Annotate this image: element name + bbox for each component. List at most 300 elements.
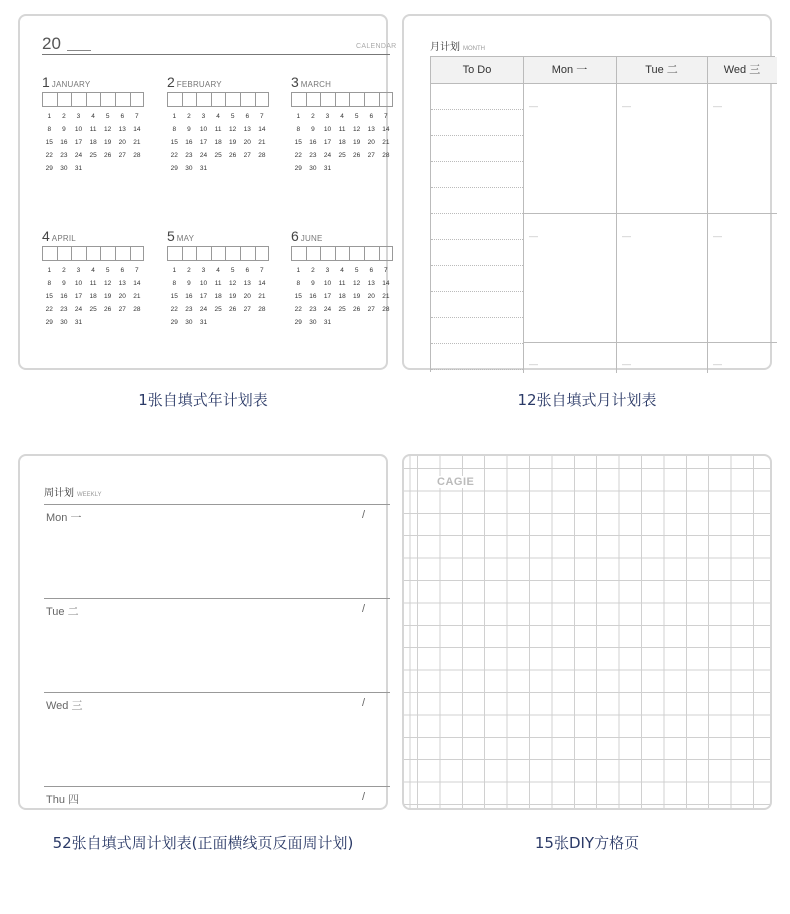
day-number: 15 [45, 139, 53, 146]
day-number: 9 [62, 126, 66, 133]
week-divider [44, 504, 390, 505]
year-blank-line [67, 50, 91, 51]
day-number: 24 [74, 152, 83, 159]
weekday-box [320, 92, 335, 107]
day-number: 18 [338, 293, 346, 300]
day-number: 6 [245, 267, 250, 274]
day-number: 15 [294, 139, 302, 146]
todo-dotted-line [431, 161, 523, 162]
day-number: 14 [382, 126, 390, 133]
day-number: 4 [216, 267, 220, 274]
day-number: 12 [229, 126, 237, 133]
day-number: 17 [323, 293, 332, 300]
day-number: 19 [104, 139, 112, 146]
weekday-box [379, 246, 394, 261]
weekday-box [320, 246, 335, 261]
day-number: 27 [367, 306, 375, 313]
week-row [42, 126, 172, 139]
day-number: 10 [74, 280, 83, 287]
day-number: 7 [384, 267, 388, 274]
week-row [42, 293, 172, 306]
day-number: 15 [294, 293, 302, 300]
day-number: 1 [172, 267, 177, 274]
column-divider [616, 57, 617, 373]
day-number: 23 [60, 306, 68, 313]
week-divider [44, 786, 390, 787]
date-placeholder: — [622, 359, 631, 369]
day-number: 25 [89, 152, 97, 159]
weekday-box [196, 92, 211, 107]
day-number: 29 [294, 319, 302, 326]
day-number: 21 [258, 139, 266, 146]
weekday-box [100, 92, 115, 107]
date-slash: / [362, 603, 366, 615]
day-number: 21 [133, 293, 141, 300]
column-divider [523, 57, 524, 373]
day-number: 22 [170, 152, 178, 159]
day-number: 9 [311, 280, 315, 287]
date-placeholder: — [529, 101, 538, 111]
column-header-mon: Mon 一 [523, 57, 616, 84]
weekday-box [291, 246, 306, 261]
day-number: 13 [243, 126, 251, 133]
day-number: 3 [76, 267, 81, 274]
week-plan-title: 周计划 WEEKLY [44, 488, 102, 499]
day-number: 14 [382, 280, 390, 287]
day-number: 12 [104, 126, 112, 133]
weekday-box [100, 246, 115, 261]
day-number: 1 [172, 113, 177, 120]
day-number: 17 [199, 293, 208, 300]
date-placeholder: — [713, 101, 722, 111]
weekday-box [335, 92, 350, 107]
day-number: 21 [382, 139, 390, 146]
day-number: 31 [323, 165, 332, 172]
day-number: 9 [62, 280, 66, 287]
date-placeholder: — [529, 359, 538, 369]
weekday-box [211, 92, 226, 107]
week-row [167, 152, 297, 165]
day-number: 30 [60, 319, 68, 326]
day-number: 24 [74, 306, 83, 313]
date-slash: / [362, 697, 366, 709]
day-number: 23 [309, 306, 317, 313]
weekday-label-wed: Wed 三 [46, 700, 83, 712]
weekday-box [291, 92, 306, 107]
weekday-label-tue: Tue 二 [46, 606, 79, 618]
day-number: 31 [199, 319, 208, 326]
day-number: 11 [214, 126, 222, 133]
caption-month-plan: 12张自填式月计划表 [517, 391, 657, 409]
day-number: 12 [229, 280, 237, 287]
day-number: 8 [296, 126, 301, 133]
day-number: 26 [229, 152, 237, 159]
weekday-box [225, 246, 240, 261]
day-number: 22 [170, 306, 178, 313]
day-number: 14 [258, 280, 266, 287]
day-number: 31 [74, 165, 83, 172]
day-number: 13 [367, 126, 375, 133]
day-number: 28 [133, 306, 141, 313]
week-row [167, 113, 297, 126]
day-number: 21 [382, 293, 390, 300]
weekday-box [364, 246, 379, 261]
day-number: 29 [294, 165, 302, 172]
weekday-box [130, 246, 145, 261]
day-number: 2 [311, 267, 315, 274]
weekday-box-row [42, 92, 172, 108]
day-number: 5 [105, 113, 110, 120]
day-number: 21 [133, 139, 141, 146]
day-number: 31 [74, 319, 83, 326]
caption-year-plan: 1张自填式年计划表 [138, 391, 268, 409]
day-number: 11 [338, 126, 346, 133]
weekday-box [57, 92, 72, 107]
month-plan-table [430, 56, 775, 372]
date-slash: / [362, 509, 366, 521]
day-numbers [167, 113, 297, 178]
day-number: 13 [118, 126, 126, 133]
day-number: 4 [91, 113, 95, 120]
week-row [167, 165, 297, 178]
day-number: 27 [118, 306, 126, 313]
day-number: 2 [62, 113, 66, 120]
weekday-box [86, 92, 101, 107]
day-number: 7 [384, 113, 388, 120]
todo-dotted-line [431, 369, 523, 370]
weekday-box [349, 92, 364, 107]
day-number: 3 [201, 113, 206, 120]
weekday-box [115, 246, 130, 261]
day-number: 28 [258, 152, 266, 159]
day-number: 28 [382, 152, 390, 159]
day-number: 8 [296, 280, 301, 287]
year-plan-page [18, 14, 397, 370]
day-number: 29 [170, 165, 178, 172]
column-divider [707, 57, 708, 373]
day-number: 26 [104, 152, 112, 159]
day-number: 10 [199, 126, 208, 133]
day-number: 18 [89, 139, 97, 146]
day-number: 1 [296, 113, 301, 120]
day-number: 7 [260, 113, 264, 120]
day-number: 21 [258, 293, 266, 300]
day-number: 7 [260, 267, 264, 274]
week-row [167, 319, 297, 332]
day-number: 5 [230, 113, 235, 120]
month-title: 2 FEBRUARY [167, 74, 222, 90]
day-number: 3 [325, 113, 330, 120]
day-number: 12 [104, 280, 112, 287]
day-number: 14 [258, 126, 266, 133]
week-row [167, 139, 297, 152]
weekday-box [71, 246, 86, 261]
day-number: 11 [338, 280, 346, 287]
weekday-box [182, 246, 197, 261]
day-number: 19 [353, 139, 361, 146]
row-divider [523, 213, 777, 214]
day-number: 8 [47, 126, 52, 133]
weekday-box [42, 246, 57, 261]
day-number: 12 [353, 126, 361, 133]
day-number: 28 [258, 306, 266, 313]
month-plan-title: 月计划 MONTH [430, 42, 485, 53]
month-block [42, 228, 172, 332]
day-number: 18 [89, 293, 97, 300]
todo-dotted-line [431, 239, 523, 240]
day-number: 22 [45, 306, 53, 313]
month-block [167, 74, 297, 178]
weekday-box [182, 92, 197, 107]
weekday-box [335, 246, 350, 261]
day-number: 10 [323, 126, 332, 133]
day-number: 24 [199, 306, 208, 313]
row-divider [523, 342, 777, 343]
day-number: 18 [214, 293, 222, 300]
date-placeholder: — [622, 231, 631, 241]
day-number: 30 [60, 165, 68, 172]
brand-logo: CAGIE [437, 476, 475, 488]
day-number: 26 [353, 306, 361, 313]
date-placeholder: — [713, 359, 722, 369]
day-number: 19 [104, 293, 112, 300]
day-number: 20 [118, 293, 126, 300]
day-number: 17 [323, 139, 332, 146]
todo-dotted-line [431, 343, 523, 344]
day-number: 8 [172, 126, 177, 133]
weekday-box [349, 246, 364, 261]
day-number: 9 [187, 126, 191, 133]
day-number: 9 [311, 126, 315, 133]
weekday-box [167, 92, 182, 107]
day-number: 23 [60, 152, 68, 159]
weekday-box [86, 246, 101, 261]
day-number: 25 [338, 306, 346, 313]
month-title: 1 JANUARY [42, 74, 91, 90]
weekday-box-row [167, 92, 297, 108]
week-row [167, 293, 297, 306]
day-number: 22 [45, 152, 53, 159]
day-numbers [42, 267, 172, 332]
day-number: 30 [309, 319, 317, 326]
todo-dotted-line [431, 135, 523, 136]
weekday-box [240, 246, 255, 261]
weekday-box [255, 246, 270, 261]
day-number: 1 [47, 267, 52, 274]
day-number: 22 [294, 152, 302, 159]
date-slash: / [362, 791, 366, 803]
day-number: 24 [323, 306, 332, 313]
todo-dotted-line [431, 317, 523, 318]
day-number: 25 [338, 152, 346, 159]
day-number: 1 [47, 113, 52, 120]
week-row [42, 139, 172, 152]
grid-page [402, 454, 772, 810]
day-number: 13 [367, 280, 375, 287]
day-number: 16 [309, 293, 317, 300]
day-number: 23 [185, 306, 193, 313]
day-number: 16 [185, 139, 193, 146]
day-number: 23 [185, 152, 193, 159]
caption-grid-page: 15张DIY方格页 [534, 834, 640, 852]
weekday-box [42, 92, 57, 107]
day-number: 25 [214, 152, 222, 159]
day-number: 17 [74, 139, 83, 146]
day-number: 29 [45, 319, 53, 326]
todo-dotted-line [431, 109, 523, 110]
day-numbers [42, 113, 172, 178]
week-divider [44, 598, 390, 599]
weekday-box [167, 246, 182, 261]
day-number: 29 [45, 165, 53, 172]
day-number: 20 [243, 293, 251, 300]
day-number: 25 [214, 306, 222, 313]
day-number: 10 [323, 280, 332, 287]
day-number: 3 [76, 113, 81, 120]
day-number: 4 [340, 267, 344, 274]
weekday-box [130, 92, 145, 107]
day-number: 26 [229, 306, 237, 313]
day-numbers [167, 267, 297, 332]
weekday-box [379, 92, 394, 107]
day-number: 27 [367, 152, 375, 159]
week-row [42, 152, 172, 165]
weekday-label-mon: Mon 一 [46, 512, 82, 524]
day-number: 2 [62, 267, 66, 274]
month-block [167, 228, 297, 332]
month-title: 5 MAY [167, 228, 195, 244]
header-divider [42, 54, 390, 55]
week-row [167, 306, 297, 319]
day-number: 4 [91, 267, 95, 274]
week-row [167, 267, 297, 280]
day-number: 18 [338, 139, 346, 146]
week-row [42, 267, 172, 280]
weekday-box [306, 92, 321, 107]
day-number: 30 [309, 165, 317, 172]
month-title: 3 MARCH [291, 74, 332, 90]
day-number: 3 [325, 267, 330, 274]
day-number: 27 [243, 152, 251, 159]
day-number: 30 [185, 165, 193, 172]
day-number: 17 [74, 293, 83, 300]
todo-dotted-line [431, 213, 523, 214]
week-plan-page [18, 454, 388, 810]
month-plan-page [402, 14, 772, 370]
weekday-box [255, 92, 270, 107]
day-number: 11 [214, 280, 222, 287]
week-row [42, 280, 172, 293]
day-number: 25 [89, 306, 97, 313]
day-number: 26 [104, 306, 112, 313]
day-number: 13 [118, 280, 126, 287]
day-number: 19 [229, 293, 237, 300]
day-number: 28 [382, 306, 390, 313]
day-number: 7 [135, 113, 139, 120]
week-row [42, 165, 172, 178]
day-number: 31 [323, 319, 332, 326]
week-row [167, 280, 297, 293]
day-number: 6 [120, 267, 125, 274]
day-number: 29 [170, 319, 178, 326]
day-number: 5 [354, 113, 359, 120]
day-number: 20 [367, 293, 375, 300]
day-number: 24 [323, 152, 332, 159]
day-number: 5 [354, 267, 359, 274]
day-number: 14 [133, 126, 141, 133]
weekday-box [115, 92, 130, 107]
column-header-todo: To Do [431, 57, 523, 84]
month-title: 4 APRIL [42, 228, 76, 244]
day-number: 15 [170, 293, 178, 300]
day-number: 19 [229, 139, 237, 146]
year-label: 20 [42, 34, 91, 54]
weekday-box [196, 246, 211, 261]
week-row [42, 319, 172, 332]
date-placeholder: — [713, 231, 722, 241]
day-number: 6 [245, 113, 250, 120]
day-number: 6 [120, 113, 125, 120]
day-number: 30 [185, 319, 193, 326]
caption-week-plan: 52张自填式周计划表(正面横线页反面周计划) [52, 834, 354, 852]
day-number: 20 [118, 139, 126, 146]
day-number: 7 [135, 267, 139, 274]
day-number: 28 [133, 152, 141, 159]
column-header-wed: Wed 三 [707, 57, 777, 84]
weekday-box-row [42, 246, 172, 262]
month-title: 6 JUNE [291, 228, 323, 244]
day-number: 2 [187, 267, 191, 274]
day-number: 12 [353, 280, 361, 287]
week-row [42, 113, 172, 126]
day-number: 14 [133, 280, 141, 287]
day-number: 20 [243, 139, 251, 146]
day-number: 17 [199, 139, 208, 146]
day-number: 4 [340, 113, 344, 120]
day-number: 8 [47, 280, 52, 287]
day-number: 2 [311, 113, 315, 120]
day-number: 11 [89, 280, 97, 287]
day-number: 13 [243, 280, 251, 287]
day-number: 23 [309, 152, 317, 159]
day-number: 11 [89, 126, 97, 133]
weekday-box [71, 92, 86, 107]
day-number: 3 [201, 267, 206, 274]
day-number: 5 [230, 267, 235, 274]
todo-dotted-line [431, 187, 523, 188]
day-number: 16 [185, 293, 193, 300]
weekday-box-row [167, 246, 297, 262]
day-number: 9 [187, 280, 191, 287]
day-number: 27 [118, 152, 126, 159]
day-number: 22 [294, 306, 302, 313]
day-number: 16 [60, 293, 68, 300]
date-placeholder: — [529, 231, 538, 241]
todo-dotted-line [431, 291, 523, 292]
week-row [167, 126, 297, 139]
date-placeholder: — [622, 101, 631, 111]
day-number: 15 [45, 293, 53, 300]
calendar-label: CALENDAR [356, 43, 397, 50]
day-number: 24 [199, 152, 208, 159]
weekday-box [211, 246, 226, 261]
day-number: 16 [60, 139, 68, 146]
weekday-box [364, 92, 379, 107]
day-number: 6 [369, 113, 374, 120]
day-number: 10 [199, 280, 208, 287]
week-divider [44, 692, 390, 693]
column-header-tue: Tue 二 [616, 57, 707, 84]
